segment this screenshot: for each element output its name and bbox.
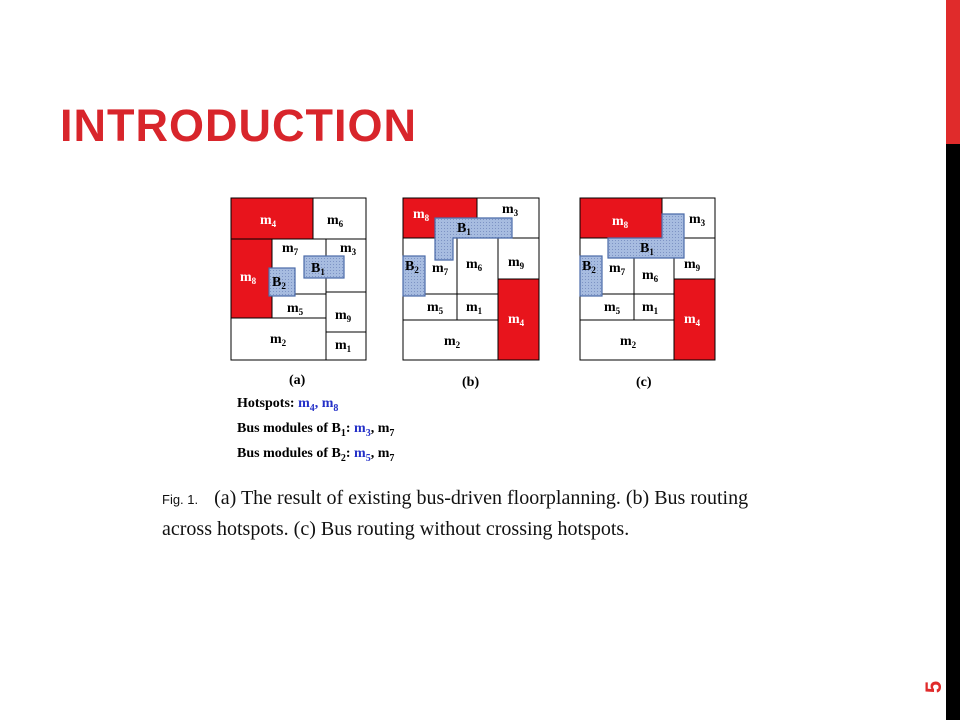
- label-b2: $B_2$: [582, 259, 596, 275]
- label-m4: $m_4$: [260, 213, 277, 229]
- legend-separator: ,: [370, 445, 378, 461]
- legend-b1-prefix: Bus modules of B: [237, 420, 341, 436]
- label-b1: $B_1$: [640, 241, 654, 257]
- label-m2: $m_2$: [444, 334, 461, 350]
- slide-title: INTRODUCTION: [60, 100, 417, 151]
- caption-text: (a) The result of existing bus-driven floorplanning. (b) Bus routing across hotspots. (c) Bus routing without crossing hotspots.: [162, 487, 749, 540]
- panel-b: [403, 198, 539, 390]
- page-number: 5: [921, 680, 946, 694]
- label-b2: $B_2$: [272, 275, 286, 291]
- label-m9: $m_9$: [684, 257, 701, 273]
- legend-b2-m5: $m_5$: [354, 445, 371, 464]
- label-m5: $m_5$: [604, 300, 621, 316]
- label-m1: $m_1$: [335, 338, 352, 354]
- label-m6: $m_6$: [466, 257, 483, 273]
- label-m3: $m_3$: [502, 202, 519, 218]
- legend-b2-prefix: Bus modules of B: [237, 445, 341, 461]
- panel-label-b: (b): [462, 375, 480, 390]
- label-b1: $B_1$: [457, 221, 471, 237]
- legend-b2-sub: 2: [340, 452, 346, 464]
- label-m3: $m_3$: [689, 212, 706, 228]
- label-m2: $m_2$: [270, 332, 287, 348]
- legend-bus-b1: [237, 419, 394, 444]
- label-m3: $m_3$: [340, 241, 357, 257]
- legend-b2-m7: $m_7$: [377, 445, 395, 464]
- label-m6: $m_6$: [642, 268, 659, 284]
- side-accent-bar: [946, 0, 960, 144]
- panel-c: [580, 198, 715, 390]
- label-m1: $m_1$: [642, 300, 659, 316]
- legend-b1-colon: :: [345, 420, 351, 436]
- legend-b1-sub: 1: [340, 427, 346, 439]
- label-m6: $m_6$: [327, 213, 344, 229]
- label-m7: $m_7$: [432, 261, 449, 277]
- legend-b1-m3: $m_3$: [354, 420, 371, 439]
- legend-hotspot-m4: $m_4$: [298, 396, 315, 414]
- figure-legend: [237, 394, 394, 468]
- legend-bus-b2: [237, 444, 394, 469]
- panel-label-a: (a): [289, 373, 306, 388]
- label-m9: $m_9$: [335, 308, 352, 324]
- label-m4: $m_4$: [508, 312, 525, 328]
- legend-hotspots: [237, 394, 394, 419]
- label-b2: $B_2$: [405, 259, 419, 275]
- legend-b1-m7: $m_7$: [377, 420, 395, 439]
- legend-hotspot-m8: $m_8$: [321, 396, 339, 414]
- legend-separator: ,: [314, 396, 322, 411]
- label-m5: $m_5$: [427, 300, 444, 316]
- legend-separator: ,: [370, 420, 378, 436]
- side-dark-bar: [946, 144, 960, 720]
- label-m4: $m_4$: [684, 312, 701, 328]
- label-m2: $m_2$: [620, 334, 637, 350]
- legend-b2-colon: :: [345, 445, 351, 461]
- label-m8: $m_8$: [612, 214, 629, 230]
- label-m1: $m_1$: [466, 300, 483, 316]
- label-m7: $m_7$: [609, 261, 626, 277]
- figure-caption: [162, 483, 802, 545]
- legend-hotspots-label: Hotspots:: [237, 396, 295, 411]
- figure-label: Fig. 1.: [162, 492, 199, 507]
- label-m9: $m_9$: [508, 255, 525, 271]
- panel-label-c: (c): [636, 375, 652, 390]
- label-m8: $m_8$: [413, 207, 430, 223]
- label-m8: $m_8$: [240, 270, 257, 286]
- label-b1: $B_1$: [311, 261, 325, 277]
- label-m7: $m_7$: [282, 241, 299, 257]
- panel-a: [231, 198, 366, 388]
- label-m5: $m_5$: [287, 301, 304, 317]
